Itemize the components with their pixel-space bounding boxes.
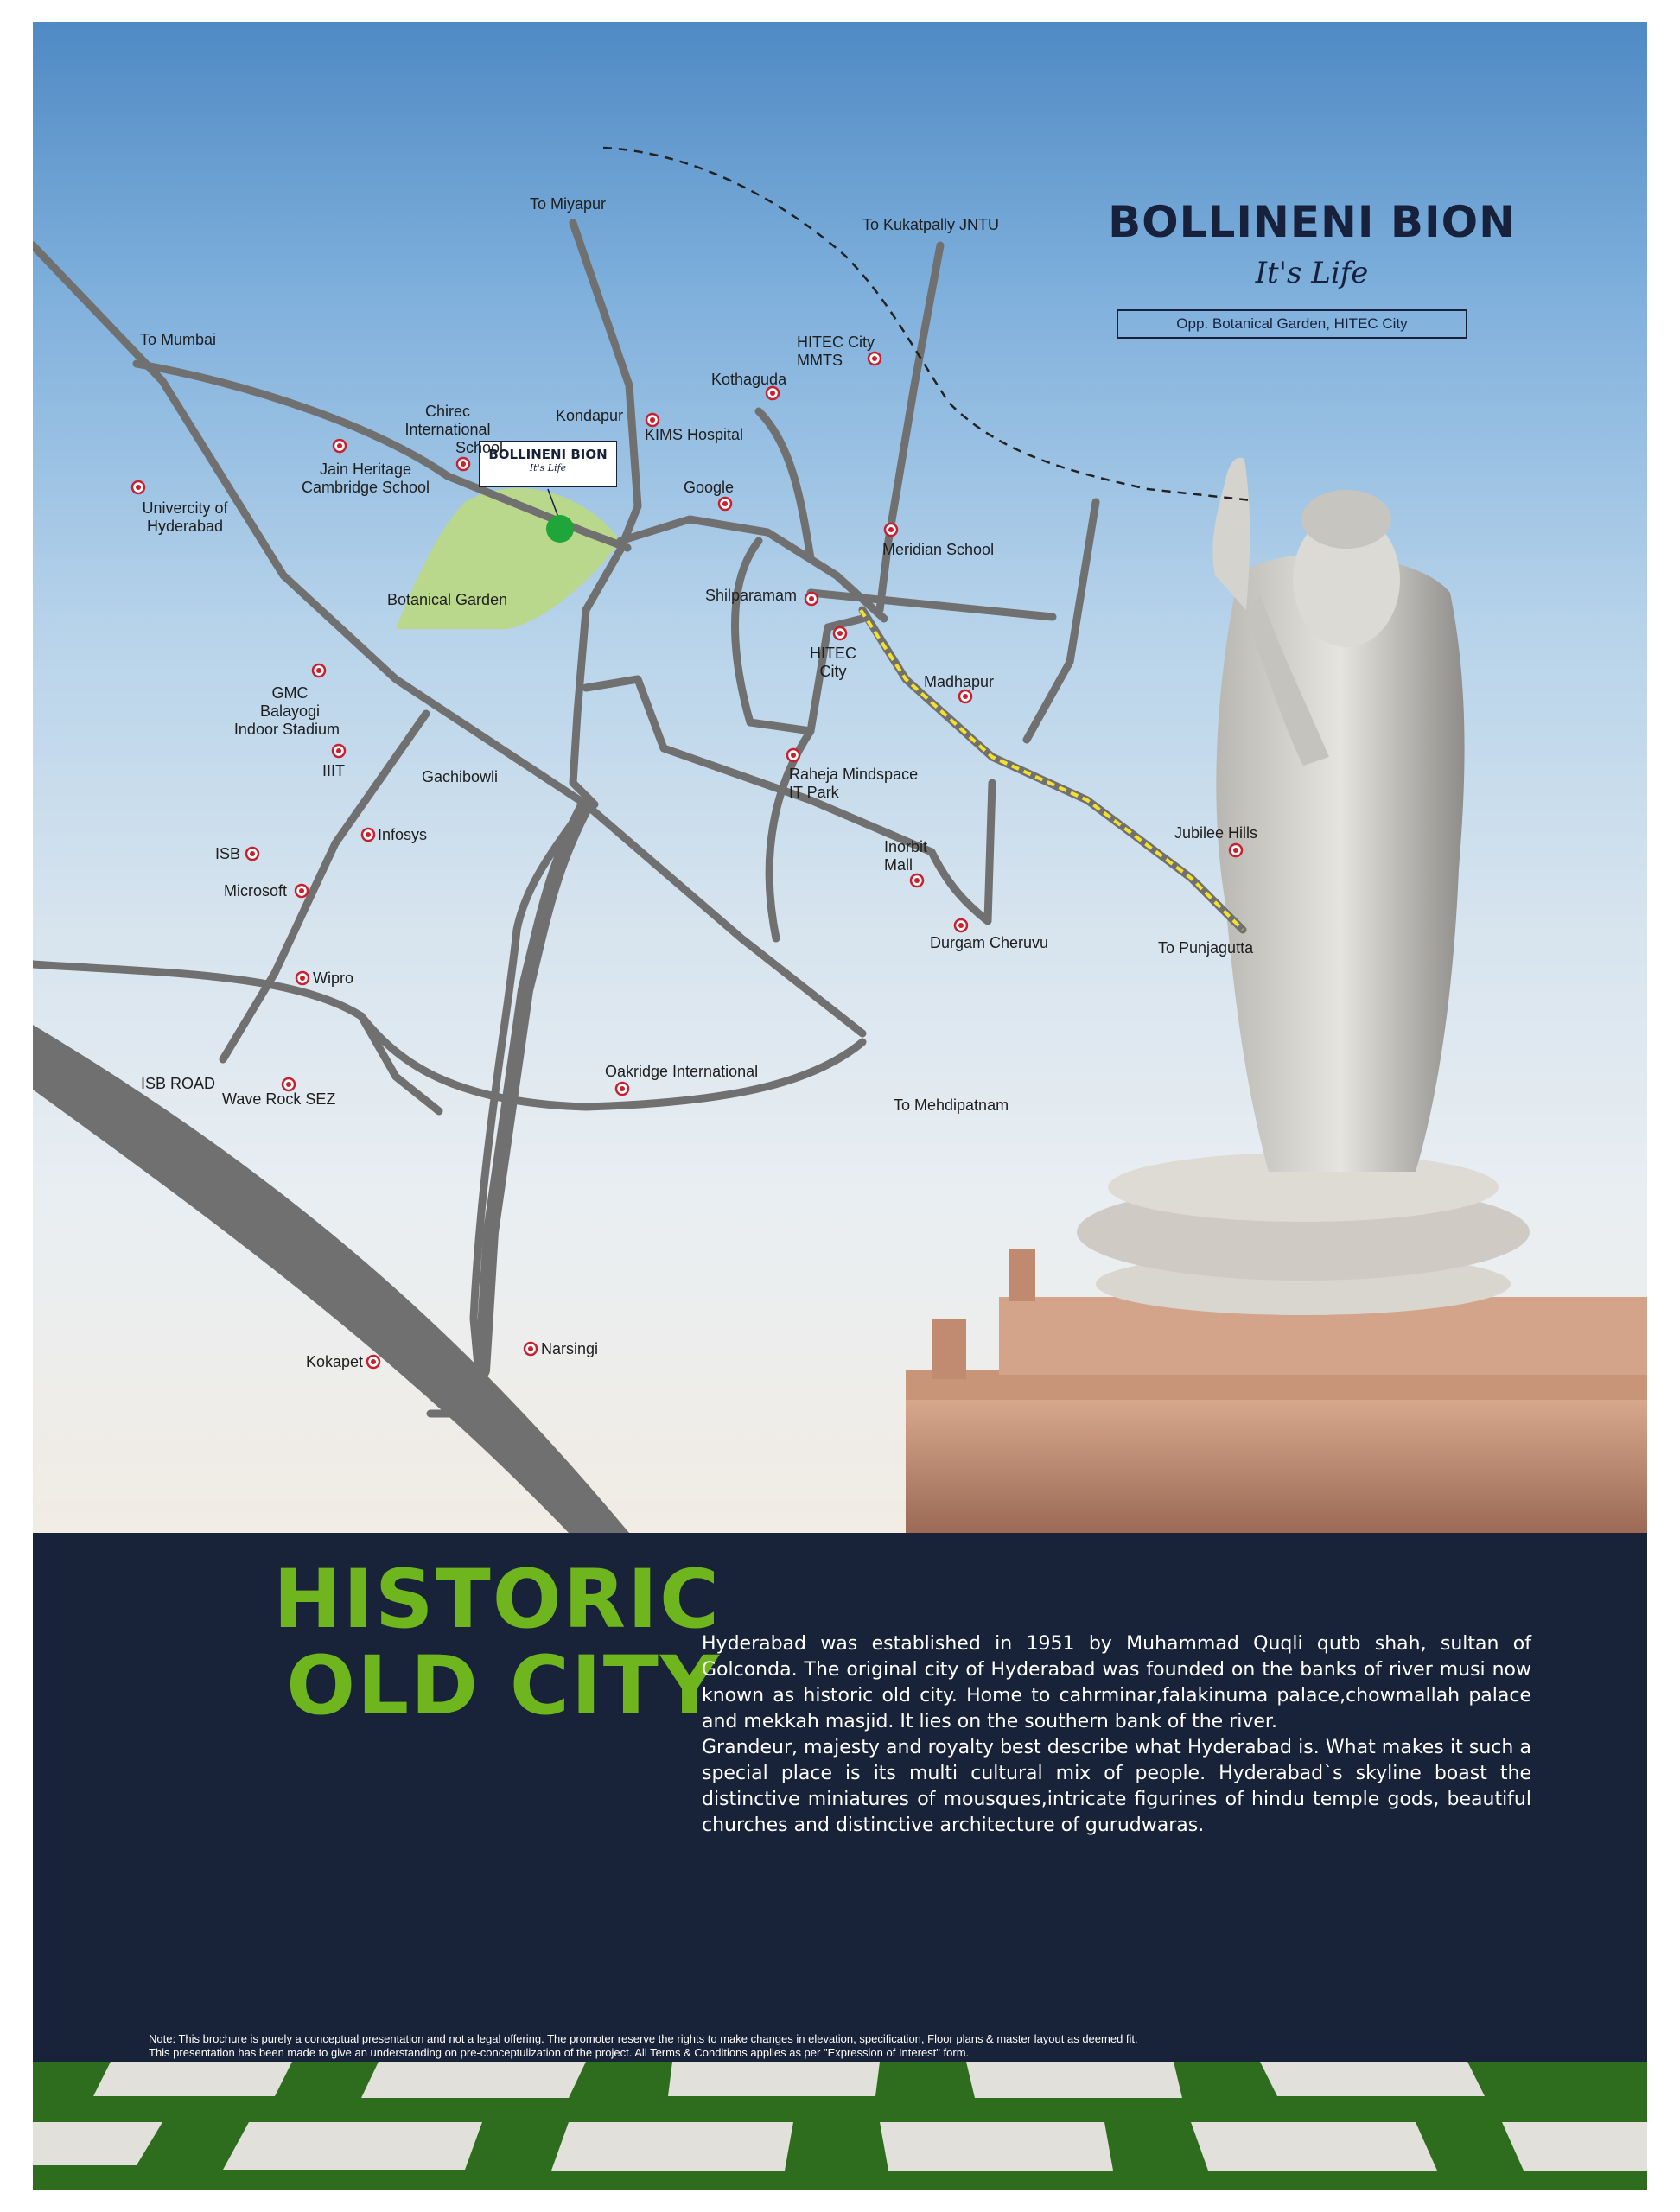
place-kims: KIMS Hospital	[645, 426, 744, 443]
place-inorbit: Inorbit Mall	[884, 838, 928, 874]
place-jain: Jain Heritage Cambridge School	[301, 461, 430, 496]
place-kothaguda: Kothaguda	[711, 371, 787, 388]
disclaimer	[149, 2032, 1635, 2060]
place-uoh: Univercity of Hyderabad	[142, 499, 228, 535]
place-iiit: IIIT	[322, 762, 345, 779]
place-oakridge: Oakridge International	[605, 1063, 759, 1080]
project-location-pin	[546, 515, 574, 543]
place-infosys: Infosys	[378, 826, 428, 843]
place-narsingi: Narsingi	[541, 1340, 599, 1357]
place-meridian: Meridian School	[882, 541, 995, 558]
brand-location: Opp. Botanical Garden, HITEC City	[1117, 309, 1467, 339]
place-chirec: Chirec International School	[404, 403, 503, 456]
heading-line-2: OLD CITY	[286, 1639, 721, 1733]
place-kondapur: Kondapur	[556, 407, 624, 424]
place-shilparamam: Shilparamam	[705, 587, 798, 604]
map-badge-title: BOLLINENI BION	[488, 447, 608, 462]
place-isb-road: ISB ROAD	[141, 1075, 216, 1092]
body-paragraph-1: Hyderabad was established in 1951 by Muhammad Quqli qutb shah, sultan of Golconda. The original city of Hyderabad was founded on the banks of river musi now known as historic old city. Home to cahrminar,falakinuma palace,chowmallah palace and mekkah masjid. It lies on the southern bank of the river.	[702, 1633, 1531, 1732]
direction-mumbai: To Mumbai	[140, 331, 217, 348]
place-google: Google	[684, 479, 735, 496]
place-isb: ISB	[215, 845, 241, 862]
brand-tagline: It's Life	[1255, 256, 1369, 290]
place-hitec-mmts: HITEC City MMTS	[797, 334, 875, 369]
place-raheja: Raheja Mindspace IT Park	[789, 766, 919, 801]
direction-miyapur: To Miyapur	[530, 195, 607, 213]
map-badge-tagline: It's Life	[529, 462, 567, 474]
place-gmc: GMC Balayogi Indoor Stadium	[233, 684, 340, 738]
place-kokapet: Kokapet	[306, 1353, 364, 1370]
place-hitec-city: HITEC City	[810, 645, 856, 680]
disclaimer-line-2: This presentation has been made to give an understanding on pre-conceptulization of the project. All Terms & Conditions applies as per "Expression of Interest" form.	[149, 2046, 970, 2059]
place-jubilee: Jubilee Hills	[1174, 824, 1258, 842]
botanical-garden-label: Botanical Garden	[387, 591, 508, 608]
place-microsoft: Microsoft	[224, 882, 288, 899]
direction-punjagutta: To Punjagutta	[1158, 939, 1254, 957]
place-wipro: Wipro	[313, 969, 354, 987]
road-network	[33, 223, 1243, 1414]
place-durgam: Durgam Cheruvu	[930, 934, 1049, 951]
direction-kukatpally: To Kukatpally JNTU	[862, 216, 1000, 233]
place-wave-rock: Wave Rock SEZ	[222, 1090, 336, 1108]
brochure-page	[33, 22, 1647, 2190]
brand-title: BOLLINENI BION	[1108, 197, 1516, 247]
section-body	[702, 1631, 1531, 1839]
section-heading	[202, 1553, 721, 1733]
body-paragraph-2: Grandeur, majesty and royalty best describe what Hyderabad is. What makes it such a special place is its multi cultural mix of people. Hyderabad`s skyline boast the distinctive miniatures of mousques,intricate figurines of hindu temple gods, beautiful churches and distinctive architecture of gurudwaras.	[702, 1737, 1531, 1836]
place-gachibowli: Gachibowli	[422, 768, 499, 785]
place-madhapur: Madhapur	[924, 673, 995, 690]
disclaimer-line-1: Note: This brochure is purely a conceptual presentation and not a legal offering. The promoter reserve the rights to make changes in elevation, specification, Floor plans & master layout as deemed fit.	[149, 2032, 1138, 2045]
direction-mehdipatnam: To Mehdipatnam	[894, 1096, 1009, 1114]
heading-line-1: HISTORIC	[273, 1553, 721, 1647]
stepping-stones-illustration	[33, 2062, 1647, 2190]
lawn-strip	[33, 2062, 1647, 2190]
